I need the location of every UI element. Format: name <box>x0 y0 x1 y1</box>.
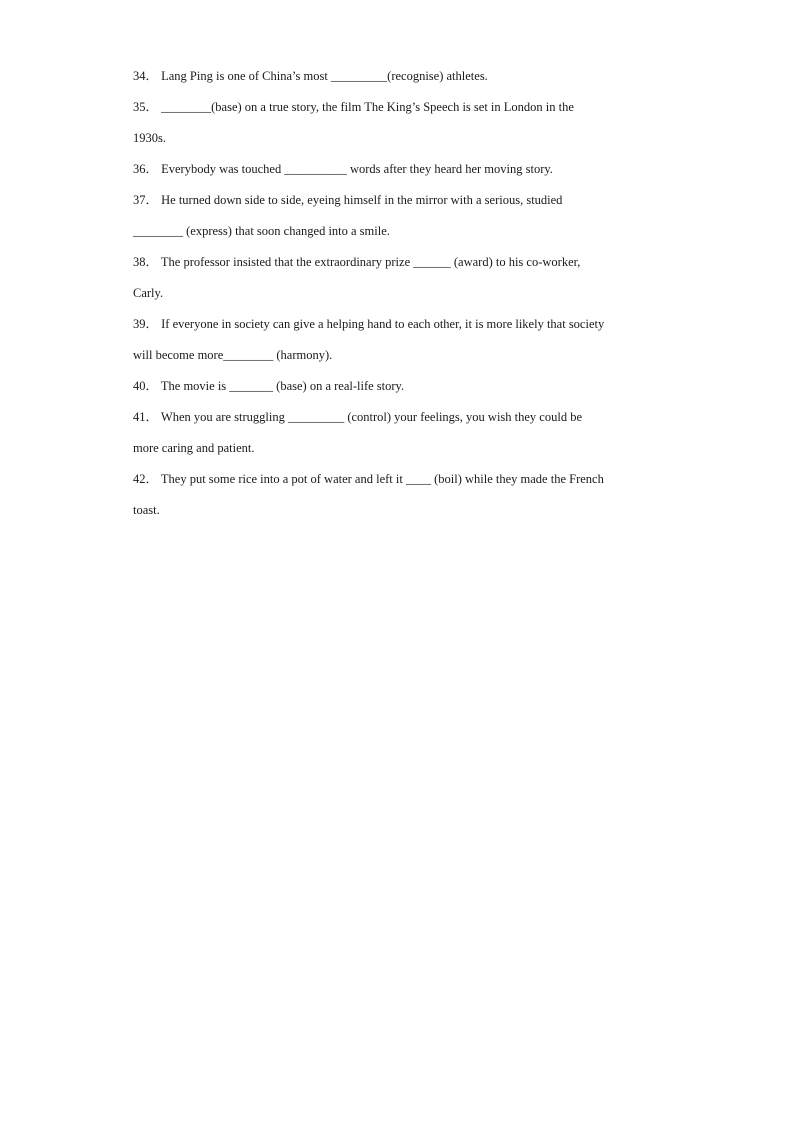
question-41 <box>133 404 668 466</box>
question-35-line-2: 1930s. <box>133 131 166 145</box>
question-41-line-2: more caring and patient. <box>133 441 255 455</box>
question-37-line-2: ________ (express) that soon changed into a smile. <box>133 224 390 238</box>
question-36-line-1: 36． Everybody was touched __________ words after they heard her moving story. <box>133 162 553 176</box>
question-35 <box>133 94 668 156</box>
question-42 <box>133 466 668 528</box>
question-39-line-1: 39． If everyone in society can give a helping hand to each other, it is more likely that society <box>133 317 605 331</box>
question-36 <box>133 156 668 187</box>
question-list <box>133 63 668 528</box>
question-37 <box>133 187 668 249</box>
question-39 <box>133 311 668 373</box>
question-34 <box>133 63 668 94</box>
question-40 <box>133 373 668 404</box>
question-38 <box>133 249 668 311</box>
question-39-line-2: will become more________ (harmony). <box>133 348 333 362</box>
question-42-line-2: toast. <box>133 503 160 517</box>
question-35-line-1: 35． ________(base) on a true story, the film The King’s Speech is set in London in the <box>133 100 574 114</box>
question-42-line-1: 42． They put some rice into a pot of water and left it ____ (boil) while they made the French <box>133 472 604 486</box>
question-34-line-1: 34． Lang Ping is one of China’s most _________(recognise) athletes. <box>133 69 488 83</box>
question-41-line-1: 41． When you are struggling _________ (control) your feelings, you wish they could be <box>133 410 582 424</box>
question-40-line-1: 40． The movie is _______ (base) on a real-life story. <box>133 379 405 393</box>
question-38-line-1: 38． The professor insisted that the extraordinary prize ______ (award) to his co-worker, <box>133 255 581 269</box>
question-37-line-1: 37． He turned down side to side, eyeing himself in the mirror with a serious, studied <box>133 193 563 207</box>
question-38-line-2: Carly. <box>133 286 164 300</box>
